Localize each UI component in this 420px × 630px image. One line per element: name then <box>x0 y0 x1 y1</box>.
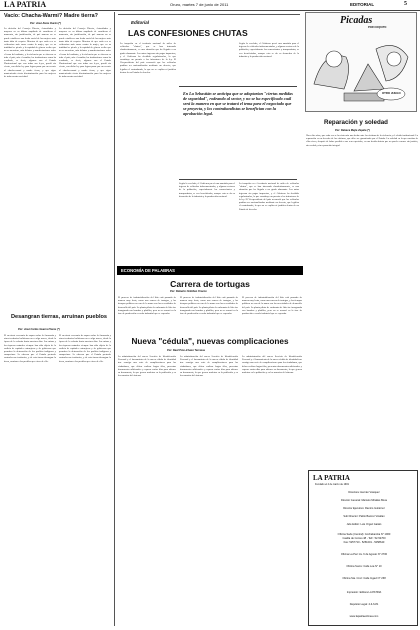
article-1-headline: Vacío: Chacha-Warmi? Madre tierra? <box>4 13 98 19</box>
masthead-box <box>308 470 418 626</box>
right-article-body: Hace diez años, que cada vez se ha visto más una lucha entre las víctimas de la violencia y el olvido institucional. La reparación es un derecho de las víctimas, que debe ser garantizado por el Estado. La soledad en la que muchas de ellas viven, después de haber perdido a sus seres queridos, es una herida abierta que no puede cerrarse sin justicia, sin verdad y sin reparación integral. <box>306 134 418 147</box>
issue-date: Oruro, martes 7 de junio de 2011 <box>170 2 229 7</box>
page-header <box>0 0 420 11</box>
cartoon-balloon: OTRO JUEGO <box>382 91 401 95</box>
carrera-headline: Carrera de tortugas <box>170 279 250 289</box>
economy-banner: ECONOMÍA DE PALABRAS <box>117 266 303 275</box>
masthead-line: Directora: Hernán Vásquez <box>348 491 380 494</box>
newspaper-logo: LA PATRIA <box>4 0 47 9</box>
masthead-logo: LA PATRIA <box>313 474 350 482</box>
editorial-pull-quote: En La Sebastián se anticipa que se adoptarían "ciertas medidas de seguridad", rodeando al sector, y no se ha especificado cuál será la manera en que se tratará el tema para el negociado que se proyecta, y los contrabandistas se benefician con la aprobación legal. <box>183 91 293 116</box>
masthead-founded: Fundado el 4 de marzo de 1919 <box>315 483 349 486</box>
article-1-body: La decisión del Consejo Directo, Autoridades y mayores en su último ampliado de considerar el momento, sin justificación, de qué manera no se puede establecer una lucha social de las mujeres ante tanta falta de respeto. Muestra de que cada vez se evidencian más casos contra la mujer, que en su totalidad se pierde y la equidad de género recibe que no se mencione, más debates y manifestaciones sobre el tema del maltrato, y la violencia que se observa en todo el país, aún el cambio; las instituciones como ha resultado, es decir, algunos son el Estado Plurinacional que con todas sus leyes, quedó sin efecto, con dicha ley para lograr pasar por un recorte al chacha-warmi y madre tierra, y que sigue manteniendo cierta discriminación para las mujeres de toda nuestra sociedad. <box>4 27 56 79</box>
masthead-line: Oficina Sede (Central): Cochabamba N° 1960 <box>337 533 391 536</box>
page-number: 5 <box>404 1 407 7</box>
cartoon-caption: POR COQUITO <box>368 26 387 29</box>
masthead-line: Director Ejecutivo: Ramiro Gutiérrez <box>343 507 385 510</box>
editorial-body-col3b: La irrupción en el territorio nacional de miles de vehículos "chutos", que se han internado clandestinamente, es una situación que ha llegado a un grado alarmante. Los autos ingresan sin pagar impuestos, y el Gobierno ha decidido regularizarlos, lo que constituye un premio a los infractores de la ley. El Vicepresidente del país reconoció que los vehículos podrían ser nacionalizados mediante un decreto, que legaliza el contrabando, lo que no se explica ni justifica dentro de un Estado de derecho. <box>239 182 299 211</box>
article-1-byline: Por: José Alves Durán (*) <box>30 22 62 25</box>
article-1-body-col2: La decisión del Consejo Directo, Autoridades y mayores en su último ampliado de considerar el momento, sin justificación, de qué manera no se puede establecer una lucha social de las mujeres ante tanta falta de respeto. Muestra de que cada vez se evidencian más casos contra la mujer, que en su totalidad se pierde y la equidad de género recibe que no se mencione, más debates y manifestaciones sobre el tema del maltrato, y la violencia que se observa en todo el país, aún el cambio; las instituciones como ha resultado, es decir, algunos son el Estado Plurinacional que con todas sus leyes, quedó sin efecto, con dicha ley para lograr pasar por un recorte al chacha-warmi y madre tierra, y que sigue manteniendo cierta discriminación para las mujeres de toda nuestra sociedad. <box>59 27 111 79</box>
editorial-quote-box <box>179 86 297 180</box>
article-2-body-col2: El creciente escenario de saqueo sobre la Amazonía y otros territorios bolivianos no es algo nuevo, desde la época de la colonia hasta nuestros días. Las minas y las riquezas naturales siempre han sido objeto de la codicia de capitales extranjeros y de gobiernos que permiten la destrucción de los pueblos indígenas y campesinos. Se observa que el Estado pretende controlar sus territorios, y de esta forma desangrar la tierra, arruinar a los pueblos que viven de ella. <box>59 334 111 363</box>
editorial-label: Editorial <box>131 20 150 25</box>
masthead-website-link[interactable]: www.lapatriaenlinea.com <box>349 615 379 618</box>
cartoon-title: Picadas <box>340 15 373 26</box>
masthead-line: Director General: Marcelo Miralles Bova <box>341 499 387 502</box>
carrera-byline: Por: Roberto Ordóñez Orozco <box>170 290 207 293</box>
cartoon-drawing <box>306 29 416 109</box>
right-article-headline: Reparación y soledad <box>324 119 388 126</box>
cedula-byline: Por: Raúl Pino-Ichazo Terrazas <box>167 349 206 352</box>
masthead-line: Impresión: Editora LA PATRIA <box>346 591 382 594</box>
section-name: EDITORIAL <box>350 2 375 7</box>
masthead-line: Oficina La Paz: Av. 6 de Agosto N° 2700 <box>340 553 388 556</box>
masthead-line: Casilla de Correo 48 - Telf.: 52-52700 <box>342 537 386 540</box>
cedula-headline: Nueva "cédula", nuevas complicaciones <box>131 337 289 346</box>
cedula-body-col3: La administración del nuevo Servicio de Identificación Personal y el lanzamiento de la nueva cédula de identidad trae consigo una serie de complicaciones para los ciudadanos, que deben realizar largas filas, presentar documentos adicionales y esperar varios días para obtener su documento, lo que genera malestar en la población y en los usuarios del sistema. <box>242 355 302 375</box>
cedula-body-col2: La administración del nuevo Servicio de Identificación Personal y el lanzamiento de la nueva cédula de identidad trae consigo una serie de complicaciones para los ciudadanos, que deben realizar largas filas, presentar documentos adicionales y esperar varios días para obtener su documento, lo que genera malestar en la población y en los usuarios del sistema. <box>180 355 238 378</box>
masthead-line: Sub Director: Pablo Banzer Vinallan <box>343 515 385 518</box>
masthead-line: Oficina Sta. Cruz: Calle Ingavi N° 268 <box>342 577 386 580</box>
carrera-body-col2: El proceso de industrialización del litio está pasando de manera muy lenta, como una carrera de tortugas, y los tiempos políticos no van de la mano con las necesidades de desarrollo del país. La planta piloto de carbonato de litio fue inaugurada con bombos y platillos, pero no se avanzó en la fase de producción a escala industrial que se esperaba. <box>180 296 238 316</box>
editorial-title: LAS CONFESIONES CHUTAS <box>128 28 248 38</box>
carrera-body-col3: El proceso de industrialización del litio está pasando de manera muy lenta, como una carrera de tortugas, y los tiempos políticos no van de la mano con las necesidades de desarrollo del país. La planta piloto de carbonato de litio fue inaugurada con bombos y platillos, pero no se avanzó en la fase de producción a escala industrial que se esperaba. <box>242 296 302 316</box>
column-divider <box>114 12 115 626</box>
article-2-byline: Por: José Carlos Guerra Flores (*) <box>18 328 60 331</box>
article-2-headline: Desangran tierras, arruinan pueblos <box>10 314 108 320</box>
editorial-body-col3: Según lo revelado, el Gobierno prevé una amnistía para el ingreso de vehículos indocumentados, y algunos sectores de la población, especialmente los comerciantes y transportistas, se ven beneficiados, aunque esto se da en desmedro de la industria y la producción nacional. <box>239 42 299 58</box>
carrera-body-col1: El proceso de industrialización del litio está pasando de manera muy lenta, como una carrera de tortugas, y los tiempos políticos no van de la mano con las necesidades de desarrollo del país. La planta piloto de carbonato de litio fue inaugurada con bombos y platillos, pero no se avanzó en la fase de producción a escala industrial que se esperaba. <box>118 296 176 316</box>
cartoon-panel <box>305 12 417 112</box>
editorial-body-col1: La irrupción en el territorio nacional de miles de vehículos "chutos", que se han internado clandestinamente, es una situación que ha llegado a un grado alarmante. Los autos ingresan sin pagar impuestos, y el Gobierno ha decidido regularizarlos, lo que constituye un premio a los infractores de la ley. El Vicepresidente del país reconoció que los vehículos podrían ser nacionalizados mediante un decreto, que legaliza el contrabando, lo que no se explica ni justifica dentro de un Estado de derecho. <box>120 42 176 74</box>
masthead-line: Depósito Legal: 4-3-6-81 <box>349 603 379 606</box>
editorial-frame-top <box>118 14 300 15</box>
cedula-body-col1: La administración del nuevo Servicio de Identificación Personal y el lanzamiento de la nueva cédula de identidad trae consigo una serie de complicaciones para los ciudadanos, que deben realizar largas filas, presentar documentos adicionales y esperar varios días para obtener su documento, lo que genera malestar en la población y en los usuarios del sistema. <box>118 355 176 378</box>
masthead-line: Jefe Editor: Luis Orgaz Gaitán <box>346 523 382 526</box>
masthead-line: Oficina Sucre: Calle Loa N° 10 <box>346 565 382 568</box>
right-article-byline: Por: Rebeca Mejía Zapata (*) <box>335 129 370 132</box>
editorial-body-col2: Según lo revelado, el Gobierno prevé una amnistía para el ingreso de vehículos indocumentados, y algunos sectores de la población, especialmente los comerciantes y transportistas, se ven beneficiados, aunque esto se da en desmedro de la industria y la producción nacional. <box>179 182 235 198</box>
article-2-body: El creciente escenario de saqueo sobre la Amazonía y otros territorios bolivianos no es algo nuevo, desde la época de la colonia hasta nuestros días. Las minas y las riquezas naturales siempre han sido objeto de la codicia de capitales extranjeros y de gobiernos que permiten la destrucción de los pueblos indígenas y campesinos. Se observa que el Estado pretende controlar sus territorios, y de esta forma desangrar la tierra, arruinar a los pueblos que viven de ella. <box>4 334 56 363</box>
masthead-line: Fax: 5257710 - 5251001 - 5258640 <box>343 541 385 544</box>
